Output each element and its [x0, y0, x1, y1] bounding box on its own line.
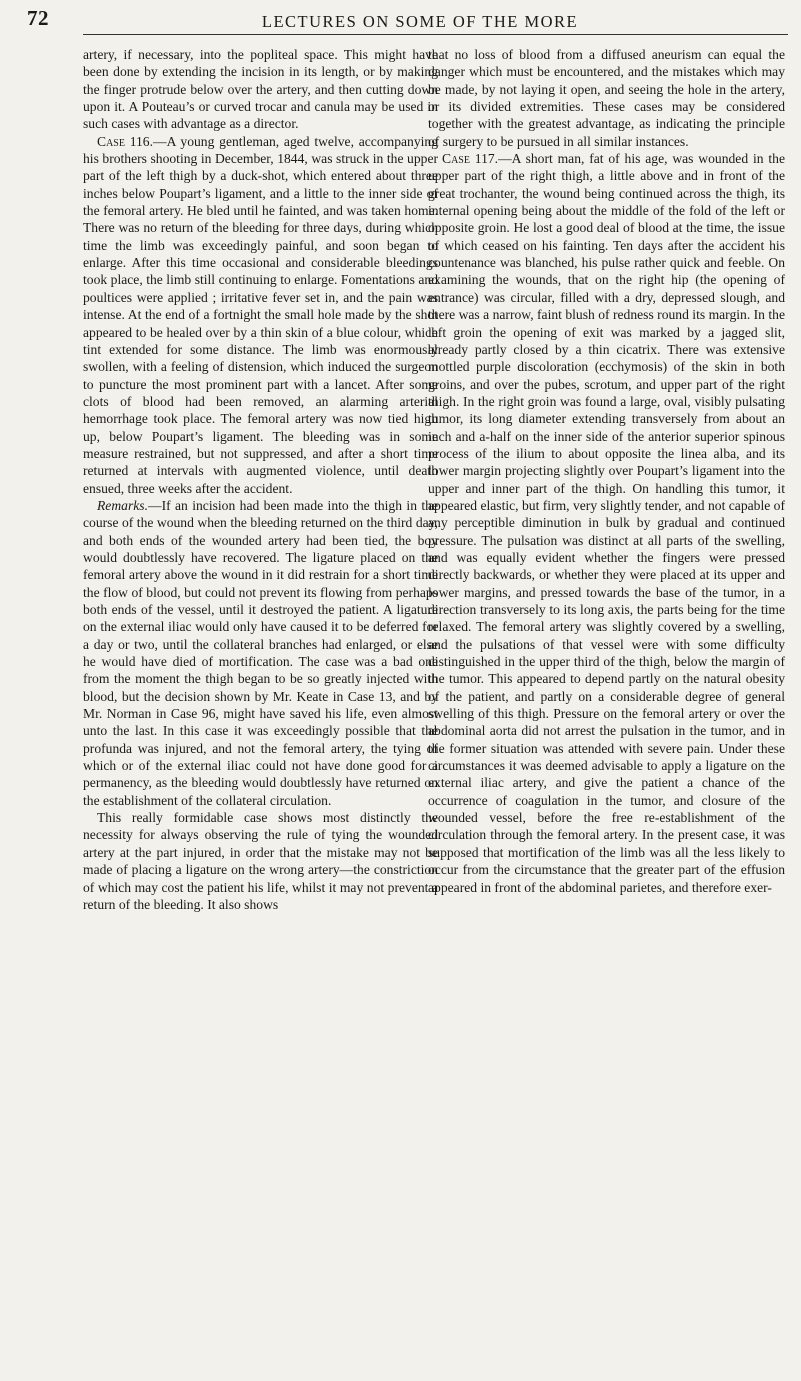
left-column [83, 46, 438, 913]
page-number: 72 [27, 6, 49, 30]
paragraph: This really formidable case shows most distinctly the necessity for always observing the rule of tying the wounded artery at the part injured, in order that the mistake may not be made of placing a ligature on the wrong artery—the constriction of which may cost the patient his life, whilst it may not prevent a return of the bleeding. It also shows [83, 810, 438, 912]
case-text: —A young gentleman, aged twelve, accompanying his brothers shooting in December, 1844, was struck in the upper part of the left thigh by a duck-shot, which entered about three inches below Poupart’s ligament, and a little to the inner side of the femoral artery. He bled until he fainted, and was taken home. There was no return of the bleeding for three days, during which time the limb was exceedingly painful, and soon began to enlarge. After this time occasional and considerable bleedings took place, the limb still continuing to enlarge. Fomentations and poultices were applied ; irritative fever set in, and the pain was intense. At the end of a fortnight the small hole made by the shot appeared to be healed over by a thin skin of a blue colour, which tint extended for some distance. The limb was enormously swollen, with a feeling of distension, which induced the surgeon to puncture the most prominent part with a lancet. After some clots of blood had been removed, an alarming arterial hemorrhage took place. The femoral artery was now tied high up, below Poupart’s ligament. The bleeding was in some measure restrained, but not suppressed, and after a short time returned at intervals with augmented violence, until death ensued, three weeks after the accident. [83, 133, 438, 496]
remarks-text: —If an incision had been made into the thigh in the course of the wound when the bleeding returned on the third day, and both ends of the wounded artery had been tied, the boy would doubtlessly have recovered. The ligature placed on the femoral artery above the wound in it did restrain for a short time the flow of blood, but could not prevent its flowing from perhaps both ends of the vessel, until it destroyed the patient. A ligature on the external iliac would only have caused it to be deferred for a day or two, until the collateral branches had enlarged, or else he would have died of mortification. The case was a bad one from the moment the thigh began to be so greatly injected with blood, but the decision shown by Mr. Keate in Case 13, and by Mr. Norman in Case 96, might have saved his life, even almost unto the last. In this case it was exceedingly possible that the profunda was injured, and not the femoral artery, the tying of which or of the external iliac could not have done good for a permanency, as the bleeding would doubtlessly have returned on the establishment of the collateral circulation. [83, 497, 438, 808]
case-label: Case 117. [442, 151, 499, 167]
remarks-paragraph [83, 497, 438, 809]
right-column [428, 46, 785, 896]
paragraph: artery, if necessary, into the popliteal space. This might have been done by extending the incision in its length, or by making the finger protrude below over the artery, and then cutting down upon it. A Pouteau’s or curved trocar and canula may be used in such cases with advantage as a director. [83, 47, 438, 132]
case-117-paragraph [428, 150, 785, 896]
remarks-label: Remarks. [97, 497, 148, 513]
case-label: Case 116. [97, 133, 153, 149]
case-text: —A short man, fat of his age, was wounded in the upper part of the right thigh, a little above and in front of the great trochanter, the wound being continued across the thigh, its internal opening being about the middle of the fold of the left or opposite groin. He lost a good deal of blood at the time, the issue of which ceased on his fainting. Ten days after the accident his countenance was blanched, his pulse rather quick and feeble. On examining the wounds, that on the right hip (the opening of entrance) was circular, filled with a dry, depressed slough, and there was a narrow, faint blush of redness round its margin. In the left groin the opening of exit was marked by a jagged slit, already partly closed by a thin cicatrix. There was extensive mottled purple discoloration (ecchymosis) of the skin in both groins, and over the pubes, scrotum, and upper part of the right thigh. In the right groin was found a large, oval, visibly pulsating tumor, its long diameter extending transversely from about an inch and a-half on the inner side of the anterior superior spinous process of the ilium to about opposite the linea alba, and its lower margin projecting slightly over Poupart’s ligament into the upper and inner part of the thigh. On handling this tumor, it appeared elastic, but firm, very slightly tender, and not capable of any perceptible diminution in bulk by gradual and continued pressure. The pulsation was distinct at all parts of the swelling, and was equally evident whether the fingers were pressed directly backwards, or whether they were placed at its upper and lower margins, and pressed towards the base of the tumor, in a direction transversely to its long axis, the parts being for the time relaxed. The femoral artery was slightly covered by a swelling, and the pulsations of that vessel were with some difficulty distinguished in the upper third of the thigh, below the margin of the tumor. This appeared to depend partly on the natural obesity of the patient, and partly on a considerable degree of general swelling of this thigh. Pressure on the femoral artery or over the abdominal aorta did not arrest the pulsation in the tumor, and in the former situation was attended with severe pain. Under these circumstances it was deemed advisable to apply a ligature on the external iliac artery, and give the patient a chance of the occurrence of coagulation in the tumor, and closure of the wounded vessel, before the free re-establishment of the circulation through the femoral artery. In the present case, it was supposed that mortification of the limb was all the less likely to occur from the circumstance that the greater part of the effusion appeared in front of the abdominal parietes, and therefore exer- [428, 151, 785, 895]
case-116-paragraph [83, 133, 438, 497]
header-rule [83, 34, 788, 35]
running-head: LECTURES ON SOME OF THE MORE [261, 12, 579, 31]
paragraph: that no loss of blood from a diffused aneurism can equal the danger which must be encountered, and the mistakes which may be made, by not laying it open, and seeing the hole in the artery, or its divided extremities. These cases may be considered together with the greatest advantage, as indicating the principle of surgery to be pursued in all similar instances. [428, 47, 785, 149]
